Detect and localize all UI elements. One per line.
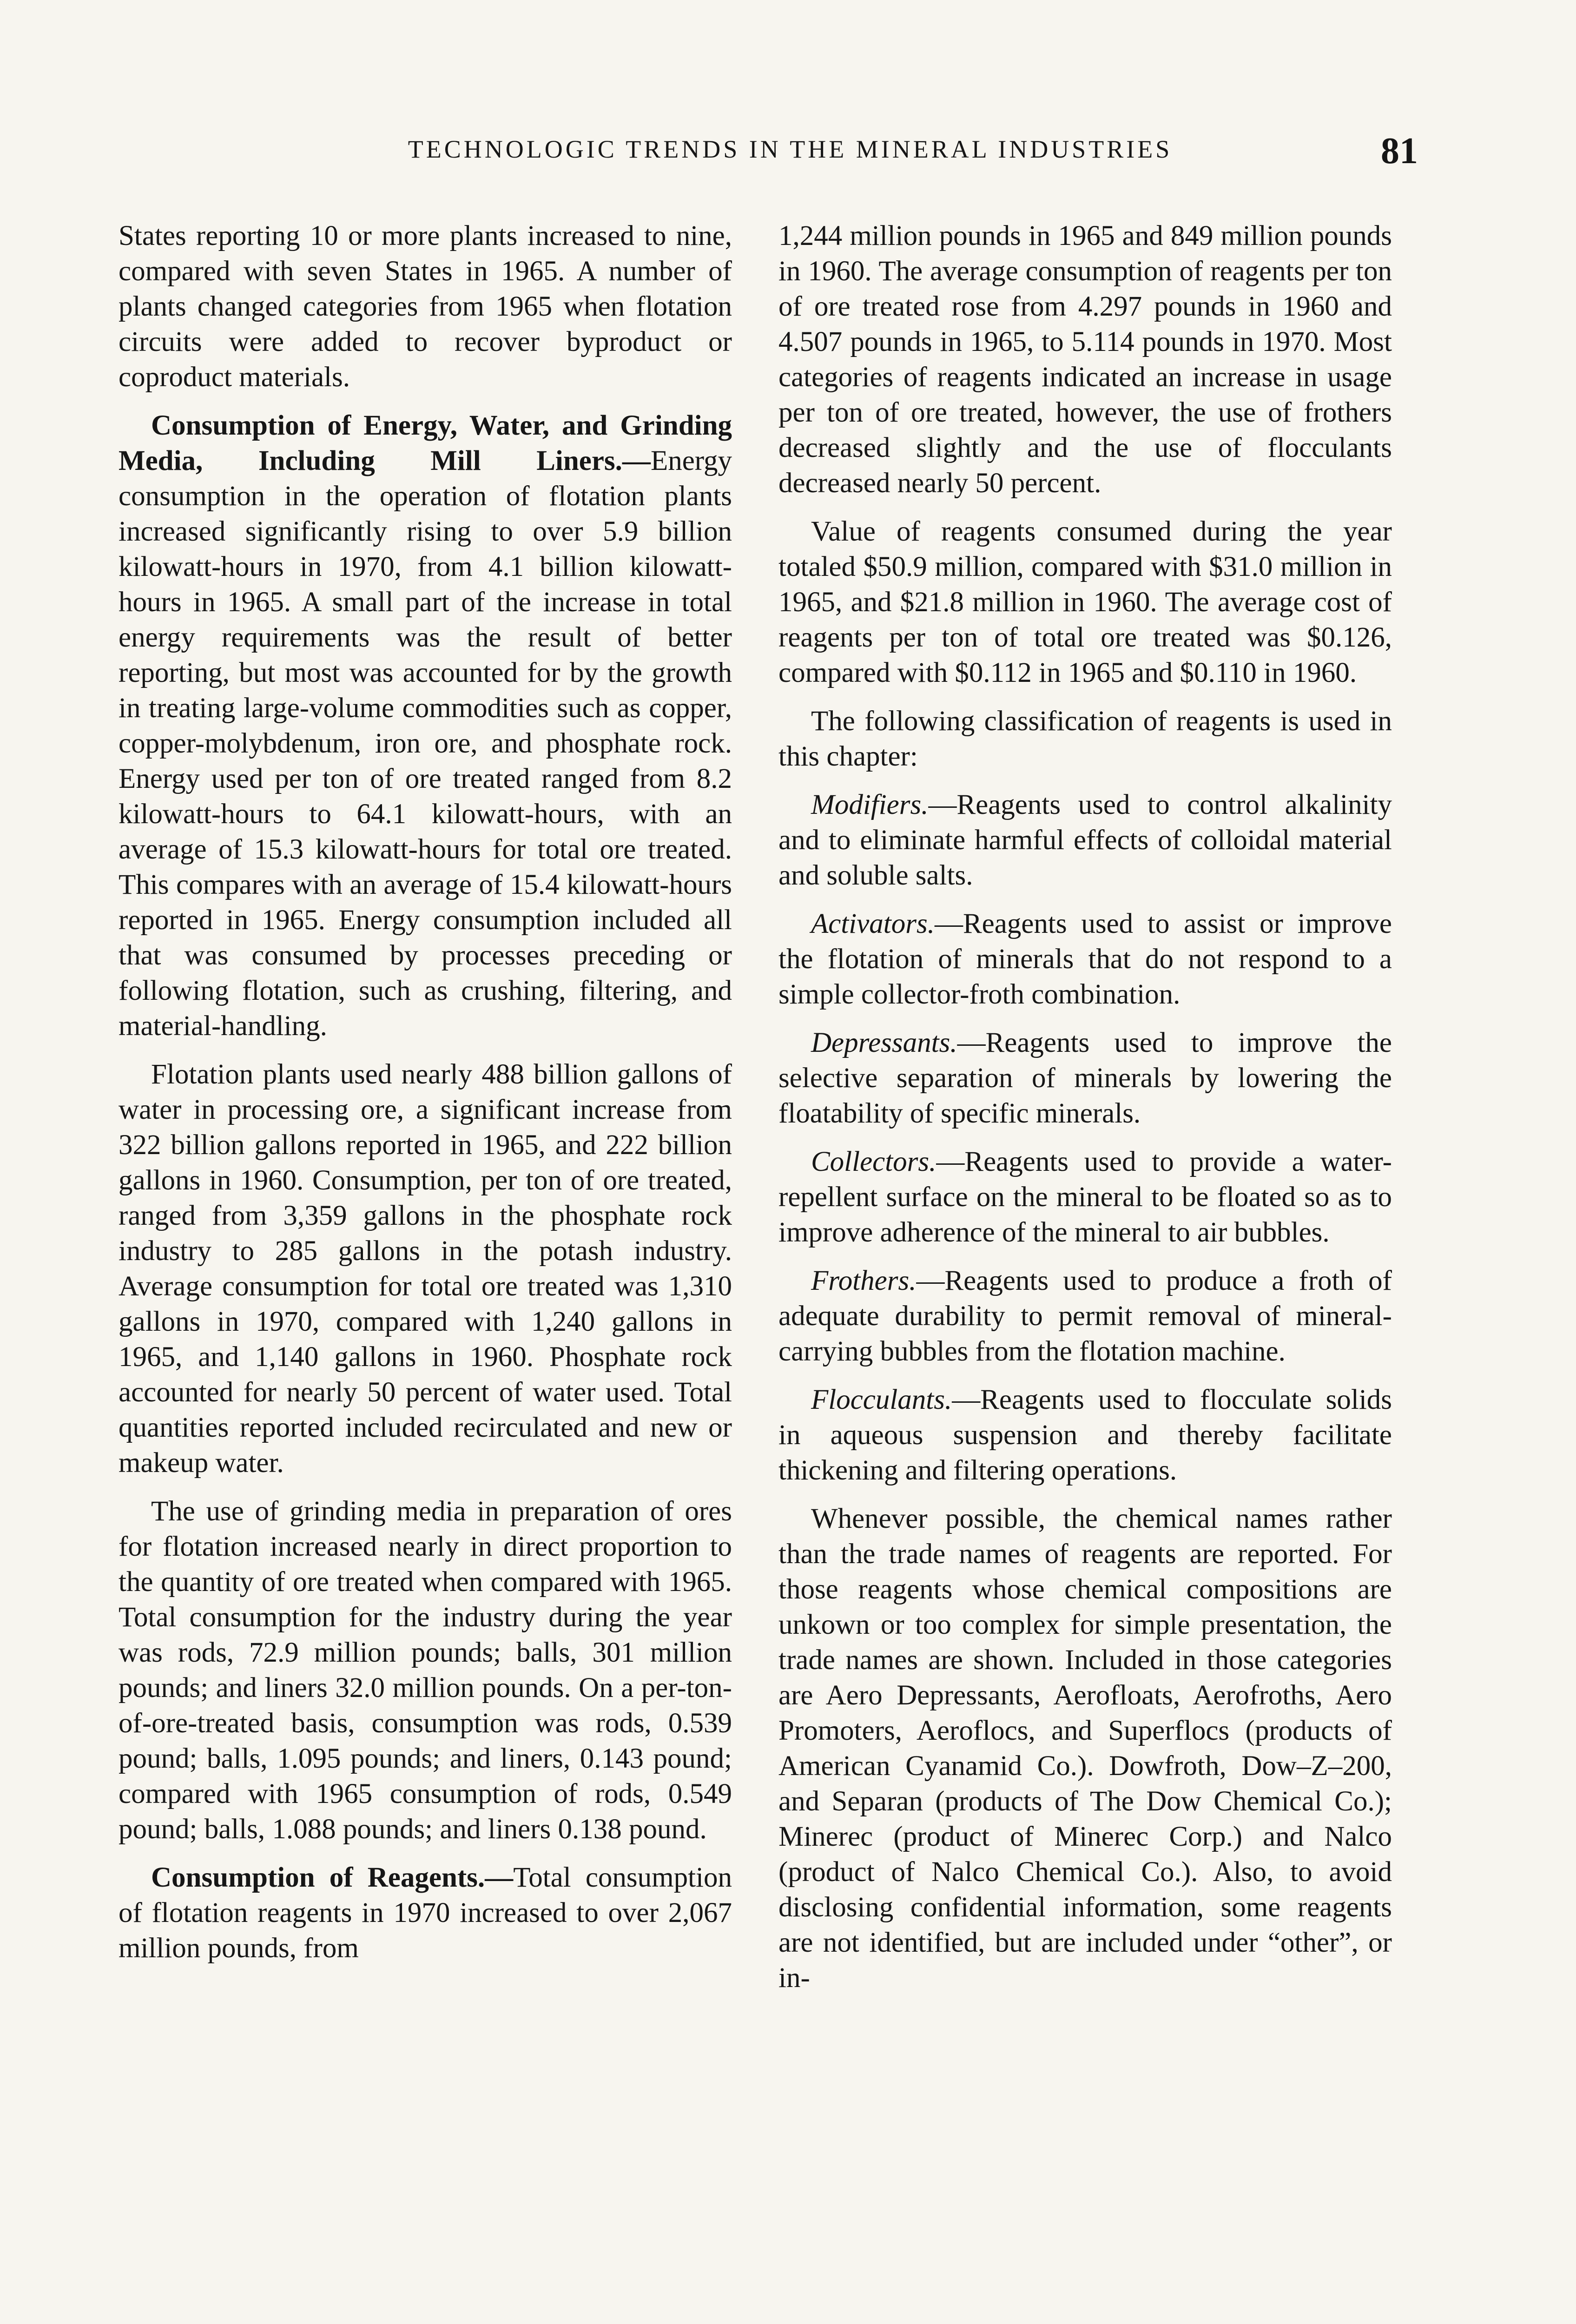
definition-text: —Reagents used to control alkalinity and to eliminate harmful effects of colloidal material and soluble salts. bbox=[778, 789, 1392, 891]
paragraph-energy bbox=[119, 408, 732, 1044]
definition-depressants bbox=[778, 1025, 1392, 1131]
paragraph-text: Total consumption of flotation reagents in 1970 increased to over 2,067 million pounds, from bbox=[119, 1862, 732, 1964]
paragraph-classification: The following classification of reagents is used in this chapter: bbox=[778, 706, 1392, 772]
left-column bbox=[119, 218, 732, 1979]
definition-text: —Reagents used to improve the selective separation of minerals by lowering the floatability of specific minerals. bbox=[778, 1027, 1392, 1129]
right-column bbox=[778, 218, 1392, 2009]
paragraph-value: Value of reagents consumed during the year totaled $50.9 million, compared with $31.0 million in 1965, and $21.8 million in 1960. The average cost of reagents per ton of total ore treated was $0.126, compared with $0.112 in 1965 and $0.110 in 1960. bbox=[778, 516, 1392, 688]
definition-text: —Reagents used to produce a froth of adequate durability to permit removal of mineral-carrying bubbles from the flotation machine. bbox=[778, 1265, 1392, 1367]
paragraph-reagents bbox=[119, 1860, 732, 1966]
running-header: TECHNOLOGIC TRENDS IN THE MINERAL INDUSTRIES bbox=[408, 135, 1173, 163]
section-heading-energy: Consumption of Energy, Water, and Grinding Media, Including Mill Liners.— bbox=[119, 410, 732, 476]
paragraph-text: Energy consumption in the operation of flotation plants increased significantly rising to over 5.9 billion kilowatt-hours in 1970, from 4.1 billion kilowatt-hours in 1965. A small part of the increase in total energy requirements was the result of better reporting, but most was accounted for by the growth in treating large-volume commodities such as copper, copper-molybdenum, iron ore, and phosphate rock. Energy used per ton of ore treated ranged from 8.2 kilowatt-hours to 64.1 kilowatt-hours, with an average of 15.3 kilowatt-hours for total ore treated. This compares with an average of 15.4 kilowatt-hours reported in 1965. Energy consumption included all that was consumed by processes preceding or following flotation, such as crushing, filtering, and material-handling. bbox=[119, 445, 732, 1042]
term-modifiers: Modifiers. bbox=[811, 789, 929, 820]
definition-flocculants bbox=[778, 1382, 1392, 1488]
page-number: 81 bbox=[1381, 131, 1418, 172]
definition-activators bbox=[778, 906, 1392, 1012]
definition-modifiers bbox=[778, 787, 1392, 893]
definition-text: —Reagents used to flocculate solids in aqueous suspension and thereby facilitate thickening and filtering operations. bbox=[778, 1384, 1392, 1486]
paragraph-water: Flotation plants used nearly 488 billion gallons of water in processing ore, a significant increase from 322 billion gallons reported in 1965, and 222 billion gallons in 1960. Consumption, per ton of ore treated, ranged from 3,359 gallons in the phosphate rock industry to 285 gallons in the potash industry. Average consumption for total ore treated was 1,310 gallons in 1970, compared with 1,240 gallons in 1965, and 1,140 gallons in 1960. Phosphate rock accounted for nearly 50 percent of water used. Total quantities reported included recirculated and new or makeup water. bbox=[119, 1059, 732, 1479]
term-depressants: Depressants. bbox=[811, 1027, 957, 1058]
paragraph-grinding: The use of grinding media in preparation of ores for flotation increased nearly in direct proportion to the quantity of ore treated when compared with 1965. Total consumption for the industry during the year was rods, 72.9 million pounds; balls, 301 million pounds; and liners 32.0 million pounds. On a per-ton-of-ore-treated basis, consumption was rods, 0.539 pound; balls, 1.095 pounds; and liners, 0.143 pound; compared with 1965 consumption of rods, 0.549 pound; balls, 1.088 pounds; and liners 0.138 pound. bbox=[119, 1496, 732, 1845]
term-frothers: Frothers. bbox=[811, 1265, 917, 1296]
paragraph: States reporting 10 or more plants increased to nine, compared with seven States in 1965. A number of plants changed categories from 1965 when flotation circuits were added to recover byproduct or coproduct materials. bbox=[119, 220, 732, 393]
term-collectors: Collectors. bbox=[811, 1146, 936, 1177]
definition-collectors bbox=[778, 1144, 1392, 1250]
definition-frothers bbox=[778, 1263, 1392, 1369]
paragraph-trade-names: Whenever possible, the chemical names rather than the trade names of reagents are reported. For those reagents whose chemical compositions are unkown or too complex for simple presentation, the trade names are shown. Included in those categories are Aero Depressants, Aerofloats, Aerofroths, Aero Promoters, Aeroflocs, and Superflocs (products of American Cyanamid Co.). Dowfroth, Dow–Z–200, and Separan (products of The Dow Chemical Co.); Minerec (product of Minerec Corp.) and Nalco (product of Nalco Chemical Co.). Also, to avoid disclosing confidential information, some reagents are not identified, but are included under “other”, or in- bbox=[778, 1503, 1392, 1994]
term-activators: Activators. bbox=[811, 908, 935, 939]
paragraph: 1,244 million pounds in 1965 and 849 million pounds in 1960. The average consumption of reagents per ton of ore treated rose from 4.297 pounds in 1960 and 4.507 pounds in 1965, to 5.114 pounds in 1970. Most categories of reagents indicated an increase in usage per ton of ore treated, however, the use of frothers decreased slightly and the use of flocculants decreased nearly 50 percent. bbox=[778, 220, 1392, 499]
definition-text: —Reagents used to assist or improve the flotation of minerals that do not respond to a simple collector-froth combination. bbox=[778, 908, 1392, 1010]
term-flocculants: Flocculants. bbox=[811, 1384, 952, 1415]
section-heading-reagents: Consumption of Reagents.— bbox=[151, 1862, 514, 1893]
definition-text: —Reagents used to provide a water-repellent surface on the mineral to be floated so as to improve adherence of the mineral to air bubbles. bbox=[778, 1146, 1392, 1248]
